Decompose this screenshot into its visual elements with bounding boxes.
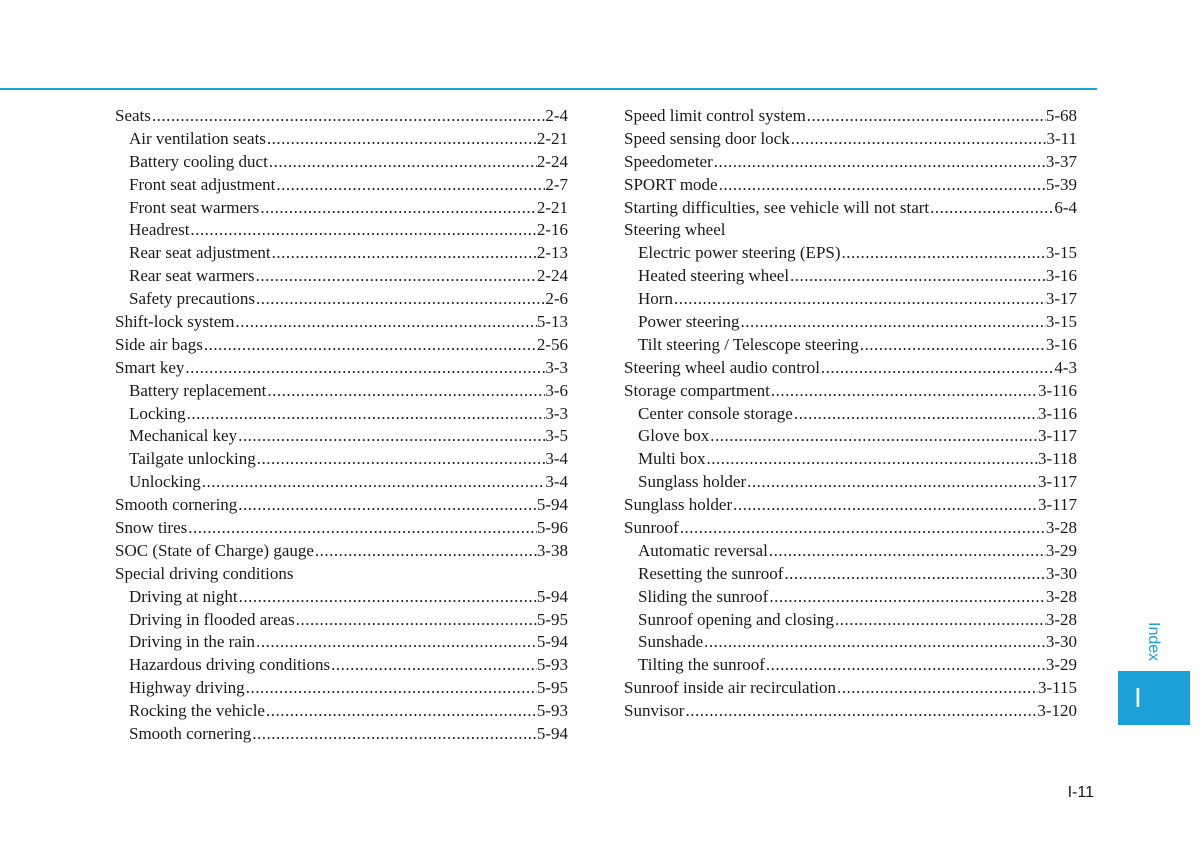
- index-page-ref: 3-11: [1046, 128, 1077, 148]
- dot-leader: [768, 540, 1046, 563]
- index-entry: [624, 677, 1077, 700]
- index-term: Automatic reversal: [638, 540, 768, 560]
- index-page-ref: 5-94: [536, 495, 568, 515]
- index-term: Tilting the sunroof: [638, 655, 765, 675]
- index-term: Rear seat adjustment: [129, 243, 271, 263]
- dot-leader: [790, 128, 1047, 151]
- dot-leader: [859, 334, 1046, 357]
- index-term: Mechanical key: [129, 426, 238, 446]
- index-entry: [624, 700, 1077, 723]
- index-subentry: [115, 425, 568, 448]
- index-page-ref: 5-13: [536, 312, 568, 332]
- index-term: Driving in the rain: [129, 632, 256, 652]
- index-term: Highway driving: [129, 678, 245, 698]
- index-page-ref: 3-3: [545, 357, 568, 377]
- dot-leader: [314, 540, 537, 563]
- index-term: Side air bags: [115, 334, 203, 354]
- dot-leader: [275, 174, 545, 197]
- index-page-ref: 2-7: [545, 174, 568, 194]
- index-subentry: [624, 403, 1077, 426]
- index-entry: [624, 219, 1077, 242]
- index-page-ref: 3-118: [1037, 449, 1077, 469]
- index-entry: [115, 540, 568, 563]
- index-subentry: [115, 654, 568, 677]
- index-subentry: [115, 380, 568, 403]
- index-page-ref: 3-30: [1045, 632, 1077, 652]
- dot-leader: [770, 380, 1038, 403]
- index-page-ref: 5-96: [536, 518, 568, 538]
- index-subentry: [624, 311, 1077, 334]
- index-page-ref: 3-28: [1045, 586, 1077, 606]
- index-term: Headrest: [129, 220, 190, 240]
- index-entry: [624, 380, 1077, 403]
- dot-leader: [268, 151, 537, 174]
- index-subentry: [115, 677, 568, 700]
- index-page-ref: 3-115: [1037, 678, 1077, 698]
- dot-leader: [673, 288, 1046, 311]
- index-entry: [115, 105, 568, 128]
- index-term: Speed sensing door lock: [624, 128, 790, 148]
- index-page-ref: 2-56: [536, 334, 568, 354]
- dot-leader: [841, 242, 1046, 265]
- index-term: Locking: [129, 403, 186, 423]
- index-term: Steering wheel audio control: [624, 357, 820, 377]
- index-page-ref: 3-15: [1045, 243, 1077, 263]
- dot-leader: [718, 174, 1046, 197]
- index-term: Front seat adjustment: [129, 174, 276, 194]
- section-label: Index: [1145, 622, 1162, 662]
- index-page-ref: 5-94: [536, 724, 568, 744]
- index-subentry: [115, 586, 568, 609]
- index-term: Driving at night: [129, 586, 238, 606]
- index-entry: [624, 357, 1077, 380]
- index-subentry: [115, 197, 568, 220]
- index-subentry: [115, 631, 568, 654]
- index-entry: [624, 494, 1077, 517]
- index-subentry: [115, 700, 568, 723]
- dot-leader: [265, 700, 537, 723]
- index-entry: [115, 494, 568, 517]
- dot-leader: [732, 494, 1038, 517]
- index-page-ref: 5-68: [1045, 106, 1077, 125]
- index-term: Seats: [115, 106, 151, 125]
- index-page-ref: 5-95: [536, 609, 568, 629]
- index-term: Battery cooling duct: [129, 151, 268, 171]
- index-page-ref: 3-5: [545, 426, 568, 446]
- index-entry: [115, 517, 568, 540]
- section-tab: I: [1118, 671, 1190, 725]
- index-page-ref: 4-3: [1054, 357, 1077, 377]
- index-term: Special driving conditions: [115, 563, 294, 583]
- index-page-ref: 5-95: [536, 678, 568, 698]
- index-term: Rocking the vehicle: [129, 701, 265, 721]
- dot-leader: [836, 677, 1038, 700]
- index-term: Smart key: [115, 357, 185, 377]
- index-page-ref: 2-6: [545, 289, 568, 309]
- index-subentry: [624, 448, 1077, 471]
- index-page-ref: 3-16: [1045, 334, 1077, 354]
- index-page-ref: 3-4: [545, 472, 568, 492]
- index-subentry: [624, 563, 1077, 586]
- index-subentry: [624, 609, 1077, 632]
- index-term: Starting difficulties, see vehicle will not start: [624, 197, 930, 217]
- index-page-ref: 3-28: [1045, 609, 1077, 629]
- index-entry: [115, 334, 568, 357]
- dot-leader: [679, 517, 1046, 540]
- dot-leader: [740, 311, 1046, 334]
- index-entry: [624, 105, 1077, 128]
- index-subentry: [624, 425, 1077, 448]
- index-page-ref: 2-16: [536, 220, 568, 240]
- index-term: Battery replacement: [129, 380, 267, 400]
- index-page-ref: 2-21: [536, 128, 568, 148]
- index-subentry: [624, 586, 1077, 609]
- dot-leader: [793, 403, 1038, 426]
- index-term: Smooth cornering: [115, 495, 238, 515]
- index-page-ref: 3-17: [1045, 289, 1077, 309]
- index-term: Horn: [638, 289, 673, 309]
- index-page-ref: 2-21: [536, 197, 568, 217]
- dot-leader: [713, 151, 1046, 174]
- dot-leader: [184, 357, 545, 380]
- dot-leader: [266, 128, 537, 151]
- dot-leader: [256, 448, 546, 471]
- index-term: Sunroof inside air recirculation: [624, 678, 836, 698]
- index-page-ref: 3-15: [1045, 312, 1077, 332]
- dot-leader: [186, 403, 546, 426]
- index-subentry: [115, 265, 568, 288]
- index-page-ref: 2-13: [536, 243, 568, 263]
- index-subentry: [115, 288, 568, 311]
- index-term: Storage compartment: [624, 380, 770, 400]
- index-page-ref: 3-120: [1037, 701, 1077, 721]
- dot-leader: [295, 609, 537, 632]
- dot-leader: [151, 105, 545, 128]
- dot-leader: [245, 677, 537, 700]
- dot-leader: [330, 654, 537, 677]
- index-subentry: [115, 403, 568, 426]
- index-page-ref: 3-117: [1037, 426, 1077, 446]
- dot-leader: [783, 563, 1045, 586]
- index-page-ref: 2-24: [536, 151, 568, 171]
- index-term: Resetting the sunroof: [638, 563, 784, 583]
- page-number: I-11: [1067, 784, 1094, 801]
- index-page-ref: 3-29: [1045, 540, 1077, 560]
- index-term: Electric power steering (EPS): [638, 243, 841, 263]
- dot-leader: [187, 517, 537, 540]
- dot-leader: [203, 334, 537, 357]
- index-term: Tailgate unlocking: [129, 449, 256, 469]
- index-term: Sunroof: [624, 518, 679, 538]
- index-term: Shift-lock system: [115, 312, 235, 332]
- index-page-ref: 2-24: [536, 266, 568, 286]
- index-subentry: [624, 334, 1077, 357]
- index-term: Steering wheel: [624, 220, 726, 240]
- index-entry: [115, 311, 568, 334]
- index-subentry: [624, 654, 1077, 677]
- index-entry: [624, 174, 1077, 197]
- dot-leader: [255, 265, 537, 288]
- index-page-ref: 3-29: [1045, 655, 1077, 675]
- index-entry: [624, 151, 1077, 174]
- dot-leader: [703, 631, 1046, 654]
- dot-leader: [746, 471, 1038, 494]
- index-subentry: [624, 242, 1077, 265]
- dot-leader: [709, 425, 1038, 448]
- index-term: Sunshade: [638, 632, 704, 652]
- index-term: Front seat warmers: [129, 197, 260, 217]
- dot-leader: [684, 700, 1037, 723]
- index-term: Sunroof opening and closing: [638, 609, 834, 629]
- dot-leader: [834, 609, 1046, 632]
- index-term: Sunvisor: [624, 701, 685, 721]
- index-term: Power steering: [638, 312, 740, 332]
- index-subentry: [624, 471, 1077, 494]
- dot-leader: [266, 380, 545, 403]
- index-term: Speedometer: [624, 151, 713, 171]
- index-subentry: [115, 448, 568, 471]
- index-term: Rear seat warmers: [129, 266, 255, 286]
- index-subentry: [115, 128, 568, 151]
- dot-leader: [271, 242, 537, 265]
- index-subentry: [115, 242, 568, 265]
- dot-leader: [237, 494, 537, 517]
- index-subentry: [115, 609, 568, 632]
- dot-leader: [201, 471, 546, 494]
- index-subentry: [624, 631, 1077, 654]
- index-column-left: [115, 105, 568, 746]
- index-page-ref: 3-16: [1045, 266, 1077, 286]
- index-subentry: [115, 174, 568, 197]
- index-term: Multi box: [638, 449, 706, 469]
- dot-leader: [789, 265, 1046, 288]
- index-page-ref: 5-39: [1045, 174, 1077, 194]
- dot-leader: [189, 219, 536, 242]
- index-term: Air ventilation seats: [129, 128, 266, 148]
- top-rule: [0, 88, 1097, 90]
- index-term: Safety precautions: [129, 289, 256, 309]
- index-column-right: [624, 105, 1077, 723]
- index-term: Hazardous driving conditions: [129, 655, 331, 675]
- index-term: Center console storage: [638, 403, 793, 423]
- index-term: Sliding the sunroof: [638, 586, 769, 606]
- index-term: SOC (State of Charge) gauge: [115, 540, 314, 560]
- dot-leader: [765, 654, 1046, 677]
- index-entry: [115, 357, 568, 380]
- dot-leader: [820, 357, 1054, 380]
- index-subentry: [115, 723, 568, 746]
- index-page-ref: 5-93: [536, 701, 568, 721]
- dot-leader: [706, 448, 1038, 471]
- index-entry: [624, 197, 1077, 220]
- index-term: SPORT mode: [624, 174, 718, 194]
- index-term: Glove box: [638, 426, 710, 446]
- dot-leader: [929, 197, 1054, 220]
- index-page-ref: 3-28: [1045, 518, 1077, 538]
- index-page-ref: 3-4: [545, 449, 568, 469]
- dot-leader: [251, 723, 537, 746]
- dot-leader: [234, 311, 536, 334]
- index-subentry: [624, 288, 1077, 311]
- dot-leader: [806, 105, 1046, 128]
- index-subentry: [115, 151, 568, 174]
- index-page-ref: 3-6: [545, 380, 568, 400]
- dot-leader: [238, 586, 537, 609]
- index-page-ref: 3-117: [1037, 472, 1077, 492]
- index-page-ref: 3-116: [1037, 403, 1077, 423]
- index-subentry: [115, 471, 568, 494]
- index-page-ref: 5-93: [536, 655, 568, 675]
- index-term: Driving in flooded areas: [129, 609, 295, 629]
- index-page-ref: 3-116: [1037, 380, 1077, 400]
- index-term: Tilt steering / Telescope steering: [638, 334, 859, 354]
- index-entry: [624, 517, 1077, 540]
- dot-leader: [255, 631, 537, 654]
- index-page-ref: 5-94: [536, 586, 568, 606]
- index-subentry: [115, 219, 568, 242]
- index-term: Unlocking: [129, 472, 201, 492]
- index-term: Smooth cornering: [129, 724, 252, 744]
- index-page-ref: 3-3: [545, 403, 568, 423]
- index-subentry: [624, 265, 1077, 288]
- dot-leader: [255, 288, 545, 311]
- dot-leader: [768, 586, 1045, 609]
- dot-leader: [237, 425, 545, 448]
- index-page-ref: 6-4: [1054, 197, 1077, 217]
- index-entry: [624, 128, 1077, 151]
- index-page-ref: 3-30: [1045, 563, 1077, 583]
- index-page-ref: 3-37: [1045, 151, 1077, 171]
- index-term: Sunglass holder: [624, 495, 733, 515]
- index-term: Snow tires: [115, 518, 188, 538]
- index-page-ref: 5-94: [536, 632, 568, 652]
- index-subentry: [624, 540, 1077, 563]
- dot-leader: [259, 197, 537, 220]
- index-page-ref: 3-38: [536, 540, 568, 560]
- index-page-ref: 2-4: [545, 106, 568, 125]
- index-term: Speed limit control system: [624, 106, 806, 125]
- index-term: Sunglass holder: [638, 472, 747, 492]
- index-page-ref: 3-117: [1037, 495, 1077, 515]
- index-term: Heated steering wheel: [638, 266, 790, 286]
- index-entry: [115, 563, 568, 586]
